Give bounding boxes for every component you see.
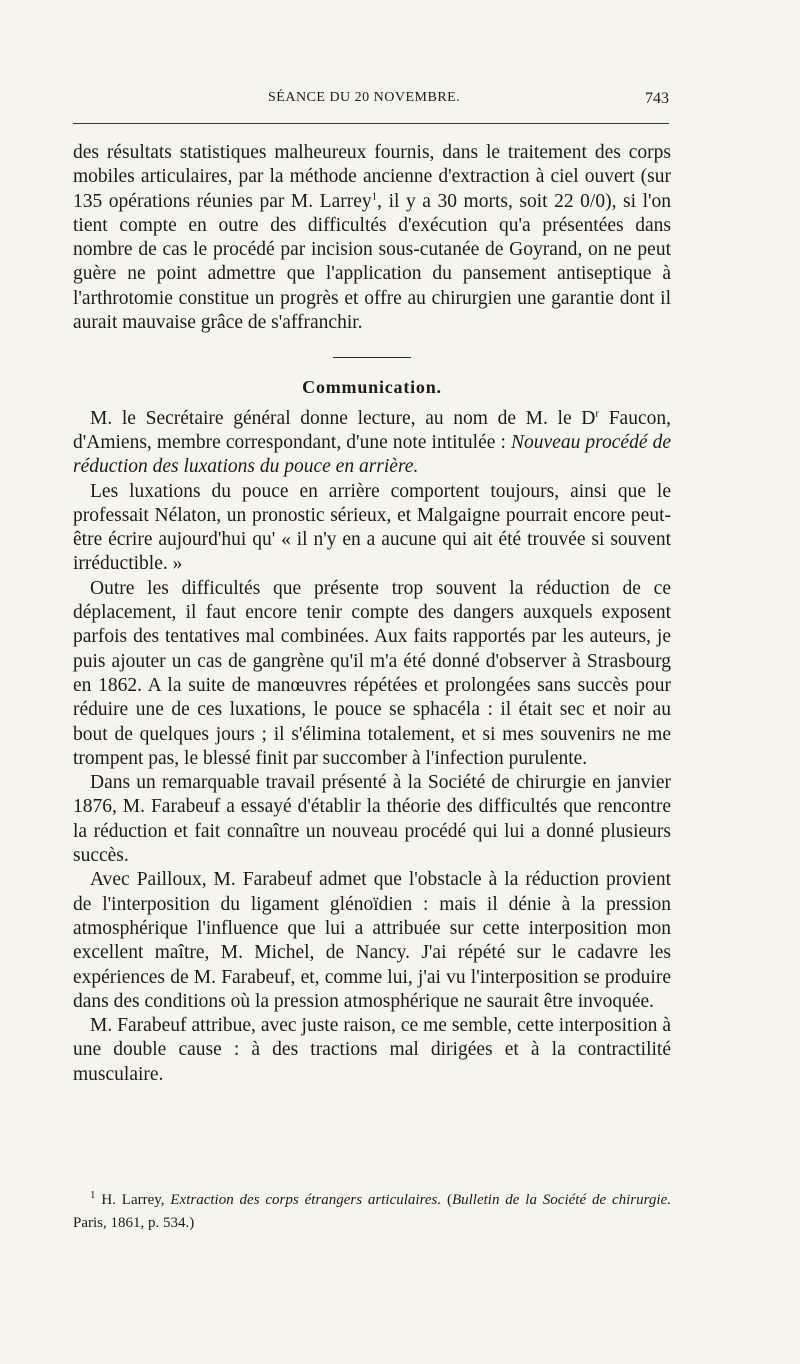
page-number: 743 [645, 90, 669, 107]
body-text [73, 141, 671, 1087]
paragraph-6: Avec Pailloux, M. Farabeuf admet que l'obstacle à la réduction provient de l'interposition du ligament glénoïdien : mais il dénie à la pression atmosphérique l'influence que lui a attribuée sur cette interposition mon excellent maître, M. Michel, de Nancy. J'ai répété sur le cadavre les expériences de M. Farabeuf, et, comme lui, j'ai vu l'interposition se produire dans des conditions où la pression atmosphérique ne saurait être invoquée. [73, 869, 671, 1012]
paragraph-5: Dans un remarquable travail présenté à la Société de chirurgie en janvier 1876, M. Farabeuf a essayé d'établir la théorie des difficultés que rencontre la réduction et fait connaître un nouveau procédé qui lui a donné plusieurs succès. [73, 772, 671, 867]
section-separator [333, 357, 411, 358]
section-title: Communication. [302, 377, 442, 398]
running-title: SÉANCE DU 20 NOVEMBRE. [268, 90, 461, 105]
paragraph-3: Les luxations du pouce en arrière comportent toujours, ainsi que le professait Nélaton, un pronostic sérieux, et Malgaigne pourrait encore peut-être écrire aujourd'hui qu' « il n'y en a aucune qui ait été trouvée si souvent irréductible. » [73, 480, 671, 575]
note-title: Nouveau procédé de réduction des luxations du pouce en arrière. [73, 431, 671, 478]
page-header [73, 90, 669, 112]
footnote-ref: 1 [371, 190, 378, 203]
paragraph-7: M. Farabeuf attribue, avec juste raison, ce me semble, cette interposition à une double cause : à des tractions mal dirigées et à la contractilité musculaire. [73, 1015, 671, 1085]
header-rule [73, 123, 669, 124]
paragraph-1: des résultats statistiques malheureux fournis, dans le traitement des corps mobiles articulaires, par la méthode ancienne d'extraction à ciel ouvert (sur 135 opérations réunies par M. Larrey$^1$, il y a 30 morts, soit 22 0/0), si l'on tient compte en outre des difficultés d'exécution qu'a présentées dans nombre de cas le procédé par incision sous-cutanée de Goyrand, on ne peut guère ne point admettre que l'application du pansement antiseptique à l'arthrotomie constitue un progrès et offre au chirurgien une garantie dont il aurait mauvaise grâce de s'affranchir. [73, 142, 671, 334]
footnote-marker: 1 [90, 1189, 96, 1201]
footnote: $^1$ H. Larrey, Extraction des corps étrangers articulaires. (Bulletin de la Société de chirurgie. Paris, 1861, p. 534.) [73, 1189, 671, 1231]
paragraph-2: M. le Secrétaire général donne lecture, au nom de M. le $D^r$ Faucon, d'Amiens, membre correspondant, d'une note intitulée : Nouveau procédé de réduction des luxations du pouce en arrière. [73, 407, 671, 478]
paragraph-4: Outre les difficultés que présente trop souvent la réduction de ce déplacement, il faut encore tenir compte des dangers auxquels exposent parfois des tentatives mal combinées. Aux faits rapportés par les auteurs, je puis ajouter un cas de gangrène qu'il m'a été donné d'observer à Strasbourg en 1862. A la suite de manœuvres répétées et prolongées sans succès pour réduire une de ces luxations, le pouce se sphacéla : il était sec et noir au bout de quelques jours ; il s'élimina totalement, et si mes souvenirs ne me trompent pas, le blessé finit par succomber à l'infection purulente. [73, 577, 671, 769]
